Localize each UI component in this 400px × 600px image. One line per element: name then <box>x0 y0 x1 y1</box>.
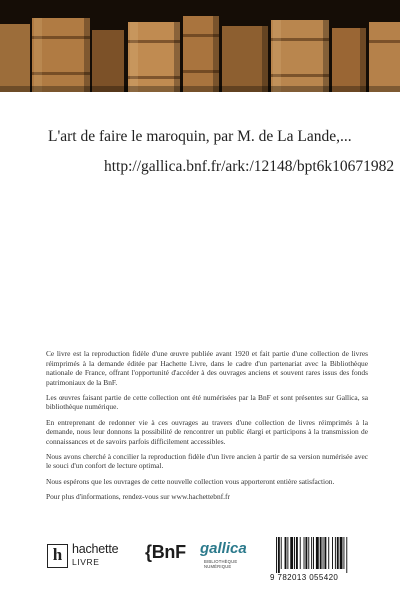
bookshelf-image <box>0 0 400 92</box>
gallica-logo <box>200 540 250 574</box>
hachette-logo-sub: LIVRE <box>72 557 100 567</box>
gallica-ark-link[interactable]: http://gallica.bnf.fr/ark:/12148/bpt6k10671982 <box>104 158 395 175</box>
gallica-logo-name: gallica <box>200 540 247 557</box>
description-paragraph: Nous avons cherché à concilier la reproduction fidèle d'un livre ancien à partir de sa version numérisée avec le souci d'un confort de lecture optimal. <box>46 451 368 471</box>
bnf-logo: {BnF <box>145 542 186 562</box>
gallica-logo-sub: BIBLIOTHÈQUE NUMÉRIQUE <box>204 559 238 569</box>
isbn-number: 9 782013 055420 <box>270 573 339 582</box>
description-paragraph: Ce livre est la reproduction fidèle d'une œuvre publiée avant 1920 et fait partie d'une collection de livres réimprimés à la demande éditée par Hachette Livre, dans le cadre d'un partenariat avec la Bibliothèque nationale de France, offrant l'opportunité d'accéder à des ouvrages anciens et souvent rares issus des fonds patrimoniaux de la BnF. <box>46 349 368 387</box>
hachette-mark-icon: h <box>47 544 68 568</box>
description-paragraph: En entreprenant de redonner vie à ces ouvrages au travers d'une collection de livres réimprimés à la demande, nous leur donnons la possibilité de rencontrer un public élargi et participons à la transmission de connaissances et de savoirs parfois difficilement accessibles. <box>46 417 368 446</box>
back-cover-description <box>46 349 368 507</box>
hachette-logo-name: hachette <box>72 542 119 556</box>
hachette-livre-logo <box>47 541 129 571</box>
book-title: L'art de faire le maroquin, par M. de La Lande,... <box>48 128 352 145</box>
barcode-icon <box>270 537 366 573</box>
cover-banner-bookshelf <box>0 0 400 92</box>
isbn-barcode <box>270 537 366 583</box>
more-info-line: Pour plus d'informations, rendez-vous sur www.hachettebnf.fr <box>46 491 230 501</box>
description-paragraph: Les œuvres faisant partie de cette collection ont été numérisées par la BnF et sont présentes sur Gallica, sa bibliothèque numérique. <box>46 392 368 412</box>
description-paragraph: Nous espérons que les ouvrages de cette nouvelle collection vous apporteront entière satisfaction. <box>46 476 335 486</box>
